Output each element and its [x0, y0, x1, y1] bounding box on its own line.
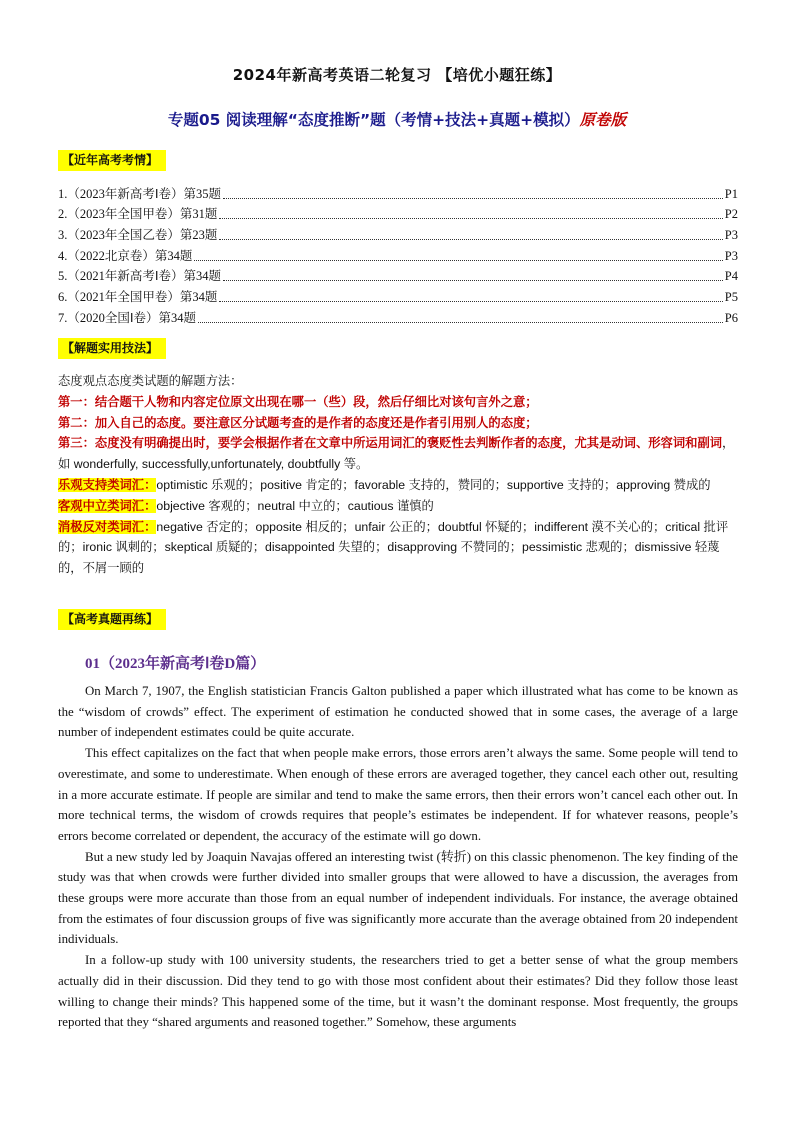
negative-vocab-words: negative 否定的；opposite 相反的；unfair 公正的；doubtful 怀疑的；indifferent 漠不关心的；critical 批评的；ironic 讽刺的；skeptical 质疑的；disappointed 失望的；disapproving 不赞同的；pessimistic 悲观的；dismissive 轻蔑的，不屑一顾的 [58, 519, 729, 576]
methods-step-3-tail: ，如 wonderfully, successfully,unfortunately, doubtfully 等。 [58, 436, 735, 472]
subtitle-version-tag: 原卷版 [579, 111, 627, 129]
toc-entry[interactable] [58, 224, 738, 245]
positive-vocab [58, 475, 738, 496]
document-subtitle [0, 108, 794, 130]
toc-entry-page: P2 [724, 207, 738, 222]
toc-leader [219, 239, 722, 240]
toc-entry-label: 1.（2023年新高考Ⅰ卷）第35题 [58, 186, 222, 201]
neutral-vocab-words: objective 客观的；neutral 中立的；cautious 谨慎的 [156, 498, 434, 513]
toc-entry-label: 2.（2023年全国甲卷）第31题 [58, 207, 218, 222]
positive-vocab-label: 乐观支持类词汇： [58, 477, 157, 492]
document-title: 2024年新高考英语二轮复习 【培优小题狂练】 [232, 66, 562, 84]
passage-paragraph: On March 7, 1907, the English statistician Francis Galton published a paper which illustrated what has come to be known as the “wisdom of crowds” effect. The experiment of estimation he conducted showed that in some cases, the average of a large number of independent estimates could be quite accurate. [58, 684, 738, 740]
neutral-vocab-label: 客观中立类词汇： [58, 498, 157, 513]
methods-section-tag: 【解题实用技法】 [58, 338, 166, 359]
toc-entry-page: P5 [724, 290, 738, 305]
toc-leader [223, 280, 723, 281]
toc-entry[interactable] [58, 286, 738, 307]
passage-paragraph: In a follow-up study with 100 university students, the researchers tried to get a better sense of what the group members actually did in their discussion. Did they tend to go with those most confident about their estimates? Did they follow those least willing to change their minds? This happened some of the time, but it wasn’t the dominant response. Most frequently, the groups reported that they “shared arguments and reasoned together.” Somehow, these arguments [58, 953, 738, 1030]
toc-leader [219, 301, 722, 302]
real-exam-section-tag: 【高考真题再练】 [58, 609, 166, 630]
methods-step-1: 第一：结合题干人物和内容定位原文出现在哪一（些）段，然后仔细比对该句言外之意； [58, 394, 538, 409]
passage-paragraph: But a new study led by Joaquin Navajas offered an interesting twist (转折) on this classic phenomenon. The key finding of the study was that when crowds were further divided into smaller groups that were allowed to have a discussion, the averages from these groups were more accurate than those from an equal number of independent individuals. For instance, the average obtained from the estimates of four discussion groups of five was significantly more accurate than the average obtained from 20 independent individuals. [58, 849, 738, 947]
methods-intro: 态度观点态度类试题的解题方法： [58, 374, 243, 388]
toc-entry[interactable] [58, 245, 738, 266]
methods-block [58, 371, 738, 579]
exam-trends-section-tag: 【近年高考考情】 [58, 150, 166, 171]
negative-vocab [58, 517, 738, 579]
table-of-contents [58, 183, 738, 328]
toc-entry-label: 3.（2023年全国乙卷）第23题 [58, 228, 218, 243]
toc-leader [198, 322, 723, 323]
toc-entry-label: 5.（2021年新高考Ⅰ卷）第34题 [58, 269, 222, 284]
toc-entry-page: P3 [724, 248, 738, 263]
negative-vocab-label: 消极反对类词汇： [58, 519, 157, 534]
toc-entry-page: P6 [724, 310, 738, 325]
toc-entry-page: P1 [724, 186, 738, 201]
toc-entry-label: 6.（2021年全国甲卷）第34题 [58, 290, 218, 305]
methods-step-2: 第二：加入自己的态度。要注意区分试题考查的是作者的态度还是作者引用别人的态度； [58, 415, 538, 430]
neutral-vocab [58, 496, 738, 517]
toc-entry-label: 7.（2020全国Ⅰ卷）第34题 [58, 310, 197, 325]
toc-entry-page: P3 [724, 228, 738, 243]
toc-leader [219, 218, 722, 219]
toc-entry[interactable] [58, 204, 738, 225]
passage-heading: 01（2023年新高考Ⅰ卷D篇） [85, 656, 266, 672]
positive-vocab-words: optimistic 乐观的；positive 肯定的；favorable 支持的，赞同的；supportive 支持的；approving 赞成的 [156, 477, 711, 492]
toc-entry[interactable] [58, 307, 738, 328]
toc-entry[interactable] [58, 183, 738, 204]
toc-entry-page: P4 [724, 269, 738, 284]
toc-leader [194, 260, 722, 261]
subtitle-main: 专题05 阅读理解“态度推断”题（考情+技法+真题+模拟） [167, 111, 580, 129]
passage-paragraph: This effect capitalizes on the fact that when people make errors, those errors aren’t always the same. Some people will tend to overestimate, and some to underestimate. When enough of these errors are averaged together, they cancel each other out, resulting in a more accurate estimate. If people are similar and tend to make the same errors, then their errors won’t cancel each other out. In more technical terms, the wisdom of crowds requires that people’s estimates be independent. If for whatever reasons, people’s errors become correlated or dependent, the accuracy of the estimate will go down. [58, 746, 738, 843]
toc-leader [223, 198, 723, 199]
methods-step-3-main: 第三：态度没有明确提出时，要学会根据作者在文章中所运用词汇的褒贬性去判断作者的态度，尤其是动词、形容词和副词 [58, 436, 723, 451]
toc-entry-label: 4.（2022北京卷）第34题 [58, 248, 193, 263]
toc-entry[interactable] [58, 266, 738, 287]
reading-passage [58, 681, 738, 1033]
methods-step-3 [58, 433, 738, 475]
